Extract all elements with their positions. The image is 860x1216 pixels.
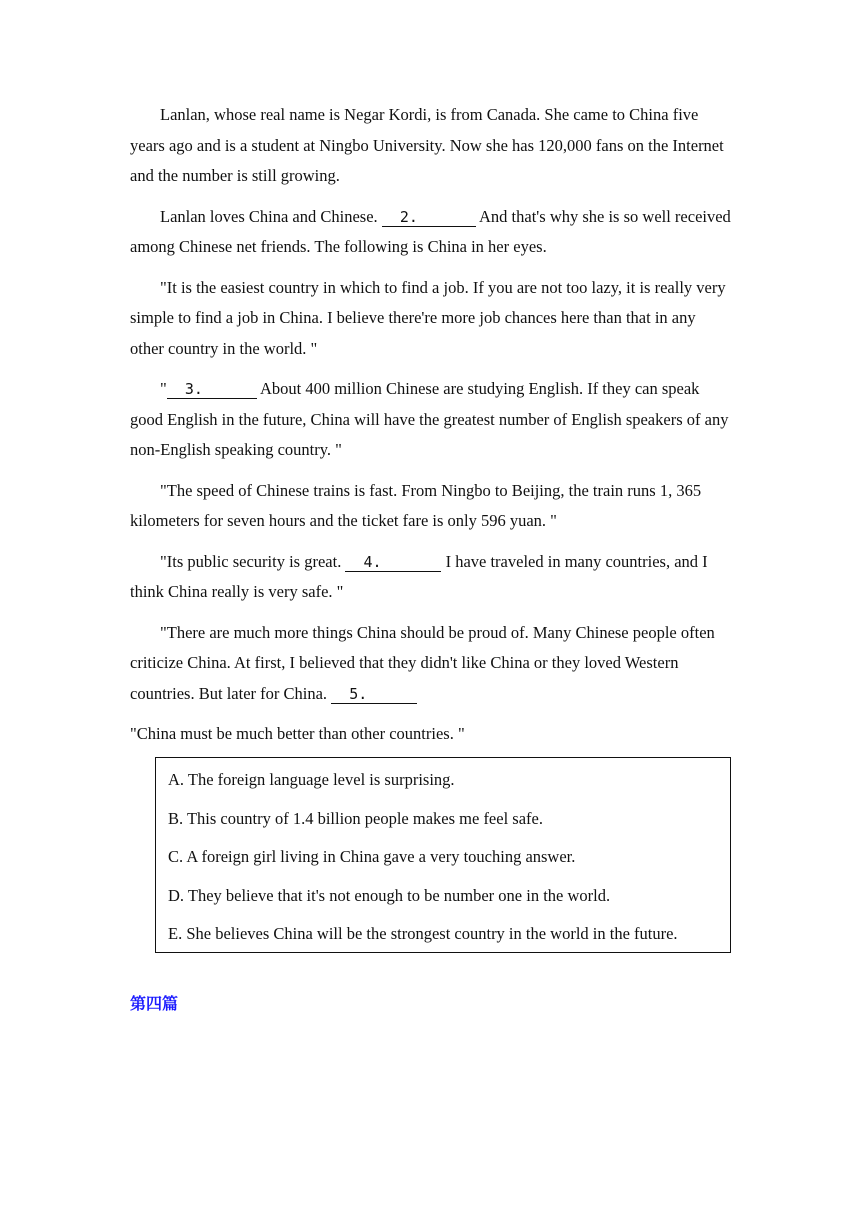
paragraph-2-text-after: And that's why she is so well received among Chinese net friends. The following is China in her eyes. [130,206,731,256]
blank-5 [331,685,417,704]
paragraph-6 [130,547,732,608]
paragraph-2-text-before: Lanlan loves China and Chinese. [160,206,382,226]
blank-3-number: 3. [184,380,203,398]
paragraph-7-text-before: "There are much more things China should be proud of. Many Chinese people often criticize China. At first, I believed that they didn't like China or they loved Western countries. But later for China. [130,622,715,703]
option-b: B. This country of 1.4 billion people makes me feel safe. [168,808,543,828]
paragraph-4-text-after: About 400 million Chinese are studying English. If they can speak good English in the future, China will have the greatest number of English speakers of any non-English speaking country. " [130,379,729,459]
paragraph-1: Lanlan, whose real name is Negar Kordi, is from Canada. She came to China five years ago and is a student at Ningbo University. Now she has 120,000 fans on the Internet and the number is still growing. [130,105,724,185]
option-a: A. The foreign language level is surprising. [168,770,455,789]
paragraph-4 [130,374,732,466]
paragraph-5: "The speed of Chinese trains is fast. From Ningbo to Beijing, the train runs 1, 365 kilometers for seven hours and the ticket fare is only 596 yuan. " [130,480,702,530]
option-d: D. They believe that it's not enough to be number one in the world. [168,885,611,905]
blank-5-number: 5. [349,684,368,703]
paragraph-2 [130,202,732,263]
paragraph-6-text-before: "Its public security is great. [160,551,346,571]
blank-4-number: 4. [363,552,382,571]
option-c: C. A foreign girl living in China gave a very touching answer. [168,847,576,866]
section-title: 第四篇 [130,994,179,1013]
blank-2-number: 2. [399,207,418,226]
paragraph-6-text-after: I have traveled in many countries, and I think China really is very safe. " [130,551,708,601]
blank-2 [382,208,476,227]
passage [130,100,732,760]
paragraph-3: "It is the easiest country in which to find a job. If you are not too lazy, it is really very simple to find a job in China. I believe there're more job chances here than that in any other country in the world. " [130,277,726,358]
option-e: E. She believes China will be the strongest country in the world in the future. [168,924,678,943]
blank-3 [167,380,257,399]
blank-4 [345,553,441,572]
paragraph-8: "China must be much better than other countries. " [130,724,465,743]
paragraph-7 [130,618,732,710]
paragraph-4-text-before: " [160,379,167,398]
options-box [155,757,731,953]
